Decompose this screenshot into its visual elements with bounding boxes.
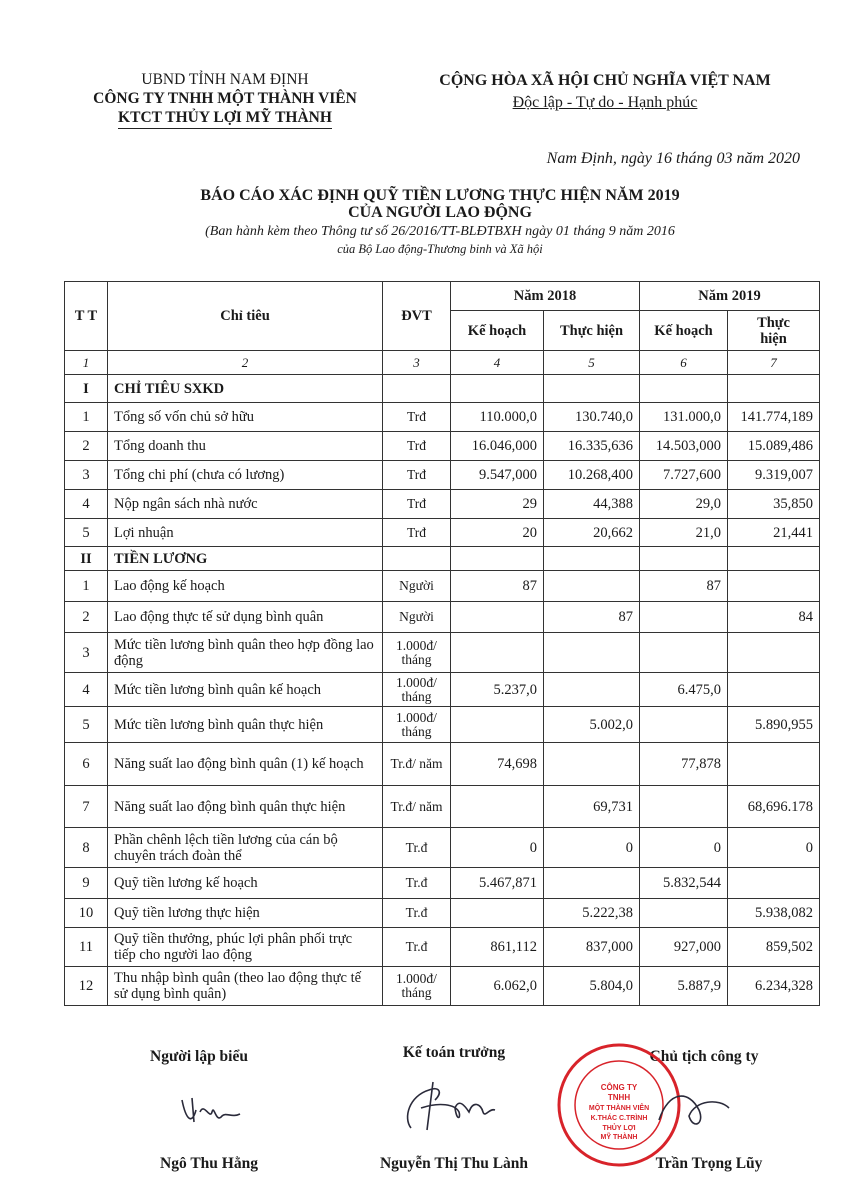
value-kh-2019: 21,0 xyxy=(640,519,728,547)
value-kh-2018: 861,112 xyxy=(451,928,544,967)
row-unit: Trđ xyxy=(383,519,451,547)
chairman-signature xyxy=(649,1080,739,1140)
row-number: 2 xyxy=(65,602,108,633)
authority-line: UBND TỈNH NAM ĐỊNH xyxy=(141,71,309,88)
col-kh-2018: Kế hoạch xyxy=(451,311,544,351)
row-label: Nộp ngân sách nhà nước xyxy=(108,490,383,519)
row-unit: Trđ xyxy=(383,490,451,519)
index-cell: 6 xyxy=(640,351,728,375)
preparer-signature xyxy=(174,1090,254,1130)
value-th-2018: 5.222,38 xyxy=(544,899,640,928)
value-th-2019: 84 xyxy=(728,602,820,633)
row-number: 1 xyxy=(65,403,108,432)
value-th-2019: 859,502 xyxy=(728,928,820,967)
index-cell: 2 xyxy=(108,351,383,375)
value-kh-2019 xyxy=(640,633,728,673)
value-th-2018: 5.002,0 xyxy=(544,707,640,743)
row-label: Quỹ tiền thưởng, phúc lợi phân phối trực tiếp cho người lao động xyxy=(108,928,383,967)
value-kh-2019: 29,0 xyxy=(640,490,728,519)
value-kh-2018: 5.237,0 xyxy=(451,673,544,707)
row-label: Năng suất lao động bình quân (1) kế hoạch xyxy=(108,743,383,786)
row-unit: Trđ xyxy=(383,432,451,461)
table-row xyxy=(65,899,820,928)
value-kh-2018: 29 xyxy=(451,490,544,519)
section-number: II xyxy=(65,547,108,571)
svg-text:THỦY LỢI: THỦY LỢI xyxy=(602,1125,636,1132)
value-kh-2018: 20 xyxy=(451,519,544,547)
table-row xyxy=(65,432,820,461)
value-th-2019: 0 xyxy=(728,828,820,868)
row-label: Mức tiền lương bình quân kế hoạch xyxy=(108,673,383,707)
value-th-2018: 837,000 xyxy=(544,928,640,967)
table-row xyxy=(65,519,820,547)
report-date: Nam Định, ngày 16 tháng 03 năm 2020 xyxy=(546,150,800,167)
svg-text:MỸ THÀNH: MỸ THÀNH xyxy=(600,1134,638,1141)
value-th-2019: 141.774,189 xyxy=(728,403,820,432)
value-th-2018: 5.804,0 xyxy=(544,967,640,1006)
accountant-signature xyxy=(399,1078,509,1138)
value-th-2019: 15.089,486 xyxy=(728,432,820,461)
value-th-2019: 5.938,082 xyxy=(728,899,820,928)
value-kh-2018: 9.547,000 xyxy=(451,461,544,490)
title-line-2: CỦA NGƯỜI LAO ĐỘNG xyxy=(348,204,532,221)
value-kh-2018 xyxy=(451,786,544,828)
section-title: TIỀN LƯƠNG xyxy=(108,547,383,571)
value-kh-2018: 74,698 xyxy=(451,743,544,786)
value-kh-2019: 5.887,9 xyxy=(640,967,728,1006)
row-unit: 1.000đ/ tháng xyxy=(383,633,451,673)
value-kh-2019: 5.832,544 xyxy=(640,868,728,899)
section-title: CHỈ TIÊU SXKD xyxy=(108,375,383,403)
chairman-name: Trần Trọng Lũy xyxy=(655,1155,763,1172)
value-th-2018 xyxy=(544,633,640,673)
section-tien-luong xyxy=(65,547,820,1006)
national-header xyxy=(400,70,810,114)
col-tt-header: T T xyxy=(65,282,108,351)
row-label: Năng suất lao động bình quân thực hiện xyxy=(108,786,383,828)
col-chitieu-header: Chỉ tiêu xyxy=(108,282,383,351)
motto-text: Độc lập - Tự do - Hạnh phúc xyxy=(512,94,698,111)
table-row xyxy=(65,786,820,828)
row-number: 4 xyxy=(65,490,108,519)
signature-block xyxy=(64,1040,819,1190)
index-cell: 7 xyxy=(728,351,820,375)
section-number: I xyxy=(65,375,108,403)
row-unit: Người xyxy=(383,602,451,633)
col-2019-header: Năm 2019 xyxy=(640,282,820,311)
report-subtitle-2: của Bộ Lao động-Thương binh và Xã hội xyxy=(337,242,543,256)
value-th-2018: 10.268,400 xyxy=(544,461,640,490)
row-label: Lợi nhuận xyxy=(108,519,383,547)
row-label: Tổng chi phí (chưa có lương) xyxy=(108,461,383,490)
value-kh-2018 xyxy=(451,707,544,743)
value-th-2019: 21,441 xyxy=(728,519,820,547)
row-unit: Tr.đ/ năm xyxy=(383,743,451,786)
value-th-2018: 0 xyxy=(544,828,640,868)
row-number: 4 xyxy=(65,673,108,707)
report-subtitle: (Ban hành kèm theo Thông tư số 26/2016/TT-BLĐTBXH ngày 01 tháng 9 năm 2016 xyxy=(205,224,675,239)
row-unit: Tr.đ xyxy=(383,868,451,899)
value-kh-2019 xyxy=(640,899,728,928)
preparer-title: Người lập biểu xyxy=(150,1048,248,1065)
table-row xyxy=(65,868,820,899)
row-number: 1 xyxy=(65,571,108,602)
report-title xyxy=(80,187,800,221)
value-th-2019 xyxy=(728,868,820,899)
table-row xyxy=(65,633,820,673)
row-unit: 1.000đ/ tháng xyxy=(383,707,451,743)
value-th-2018: 69,731 xyxy=(544,786,640,828)
value-kh-2019: 927,000 xyxy=(640,928,728,967)
company-line-1: CÔNG TY TNHH MỘT THÀNH VIÊN xyxy=(93,90,357,107)
value-kh-2018: 5.467,871 xyxy=(451,868,544,899)
row-number: 10 xyxy=(65,899,108,928)
row-unit: Tr.đ xyxy=(383,928,451,967)
index-cell: 3 xyxy=(383,351,451,375)
row-unit: Trđ xyxy=(383,403,451,432)
row-label: Quỹ tiền lương kế hoạch xyxy=(108,868,383,899)
accountant-title: Kế toán trưởng xyxy=(402,1044,506,1061)
value-th-2019: 6.234,328 xyxy=(728,967,820,1006)
row-number: 5 xyxy=(65,707,108,743)
row-unit: Tr.đ/ năm xyxy=(383,786,451,828)
value-th-2019: 68,696.178 xyxy=(728,786,820,828)
value-kh-2018 xyxy=(451,633,544,673)
national-motto xyxy=(400,92,810,114)
table-row xyxy=(65,707,820,743)
section-row xyxy=(65,547,820,571)
value-th-2018 xyxy=(544,868,640,899)
row-number: 8 xyxy=(65,828,108,868)
section-row xyxy=(65,375,820,403)
column-index-row xyxy=(65,351,820,375)
value-th-2019 xyxy=(728,743,820,786)
row-unit: 1.000đ/ tháng xyxy=(383,673,451,707)
value-kh-2019 xyxy=(640,786,728,828)
row-number: 9 xyxy=(65,868,108,899)
row-unit: Tr.đ xyxy=(383,899,451,928)
row-label: Phần chênh lệch tiền lương của cán bộ chuyên trách đoàn thể xyxy=(108,828,383,868)
table-row xyxy=(65,461,820,490)
row-label: Lao động kế hoạch xyxy=(108,571,383,602)
value-th-2018 xyxy=(544,571,640,602)
accountant-name: Nguyễn Thị Thu Lành xyxy=(379,1155,529,1172)
col-dvt-header: ĐVT xyxy=(383,282,451,351)
table-row xyxy=(65,602,820,633)
col-2018-header: Năm 2018 xyxy=(451,282,640,311)
value-kh-2018: 110.000,0 xyxy=(451,403,544,432)
table-row xyxy=(65,490,820,519)
value-th-2018: 44,388 xyxy=(544,490,640,519)
row-number: 2 xyxy=(65,432,108,461)
table-row xyxy=(65,743,820,786)
svg-text:K.THÁC C.TRÌNH: K.THÁC C.TRÌNH xyxy=(590,1115,648,1122)
value-kh-2019 xyxy=(640,602,728,633)
value-th-2018: 87 xyxy=(544,602,640,633)
row-label: Lao động thực tế sử dụng bình quân xyxy=(108,602,383,633)
value-kh-2018 xyxy=(451,899,544,928)
value-th-2018: 130.740,0 xyxy=(544,403,640,432)
row-number: 5 xyxy=(65,519,108,547)
value-th-2019 xyxy=(728,673,820,707)
row-label: Quỹ tiền lương thực hiện xyxy=(108,899,383,928)
value-kh-2019: 14.503,000 xyxy=(640,432,728,461)
row-number: 3 xyxy=(65,633,108,673)
svg-text:CÔNG TY: CÔNG TY xyxy=(600,1083,638,1092)
table-row xyxy=(65,403,820,432)
value-kh-2019: 77,878 xyxy=(640,743,728,786)
row-unit: 1.000đ/ tháng xyxy=(383,967,451,1006)
col-kh-2019: Kế hoạch xyxy=(640,311,728,351)
value-kh-2019: 87 xyxy=(640,571,728,602)
value-kh-2018 xyxy=(451,602,544,633)
company-header xyxy=(60,70,390,129)
value-th-2018: 16.335,636 xyxy=(544,432,640,461)
row-label: Mức tiền lương bình quân theo hợp đồng lao động xyxy=(108,633,383,673)
value-th-2019 xyxy=(728,633,820,673)
value-kh-2019 xyxy=(640,707,728,743)
row-number: 7 xyxy=(65,786,108,828)
value-th-2018: 20,662 xyxy=(544,519,640,547)
row-number: 6 xyxy=(65,743,108,786)
value-th-2019: 9.319,007 xyxy=(728,461,820,490)
chairman-title: Chủ tịch công ty xyxy=(649,1048,759,1065)
row-unit: Trđ xyxy=(383,461,451,490)
value-th-2018 xyxy=(544,743,640,786)
table-row xyxy=(65,673,820,707)
value-kh-2019: 0 xyxy=(640,828,728,868)
table-row xyxy=(65,828,820,868)
value-th-2019 xyxy=(728,571,820,602)
value-th-2019: 5.890,955 xyxy=(728,707,820,743)
value-kh-2018: 6.062,0 xyxy=(451,967,544,1006)
index-cell: 1 xyxy=(65,351,108,375)
col-th-2019: Thực hiện xyxy=(728,311,820,351)
row-label: Tổng doanh thu xyxy=(108,432,383,461)
table-row xyxy=(65,928,820,967)
value-kh-2018: 16.046,000 xyxy=(451,432,544,461)
value-kh-2019: 6.475,0 xyxy=(640,673,728,707)
col-th-2018: Thực hiện xyxy=(544,311,640,351)
row-unit: Tr.đ xyxy=(383,828,451,868)
salary-report-table xyxy=(64,281,820,1006)
title-line-1: BÁO CÁO XÁC ĐỊNH QUỸ TIỀN LƯƠNG THỰC HIỆN NĂM 2019 xyxy=(200,187,680,204)
svg-text:MỘT THÀNH VIÊN: MỘT THÀNH VIÊN xyxy=(588,1105,650,1112)
preparer-name: Ngô Thu Hằng xyxy=(160,1155,258,1172)
row-number: 3 xyxy=(65,461,108,490)
value-kh-2018: 0 xyxy=(451,828,544,868)
national-title: CỘNG HÒA XÃ HỘI CHỦ NGHĨA VIỆT NAM xyxy=(439,72,771,89)
row-label: Thu nhập bình quân (theo lao động thực tế sử dụng bình quân) xyxy=(108,967,383,1006)
row-label: Tổng số vốn chủ sở hữu xyxy=(108,403,383,432)
table-row xyxy=(65,571,820,602)
row-number: 12 xyxy=(65,967,108,1006)
value-kh-2018: 87 xyxy=(451,571,544,602)
value-th-2019: 35,850 xyxy=(728,490,820,519)
section-sxkd xyxy=(65,375,820,547)
value-kh-2019: 7.727,600 xyxy=(640,461,728,490)
row-unit: Người xyxy=(383,571,451,602)
index-cell: 4 xyxy=(451,351,544,375)
svg-text:TNHH: TNHH xyxy=(607,1093,631,1102)
value-th-2018 xyxy=(544,673,640,707)
row-number: 11 xyxy=(65,928,108,967)
header-row-1 xyxy=(65,282,820,311)
company-line-2: KTCT THỦY LỢI MỸ THÀNH xyxy=(118,108,332,129)
value-kh-2019: 131.000,0 xyxy=(640,403,728,432)
index-cell: 5 xyxy=(544,351,640,375)
row-label: Mức tiền lương bình quân thực hiện xyxy=(108,707,383,743)
table-row xyxy=(65,967,820,1006)
